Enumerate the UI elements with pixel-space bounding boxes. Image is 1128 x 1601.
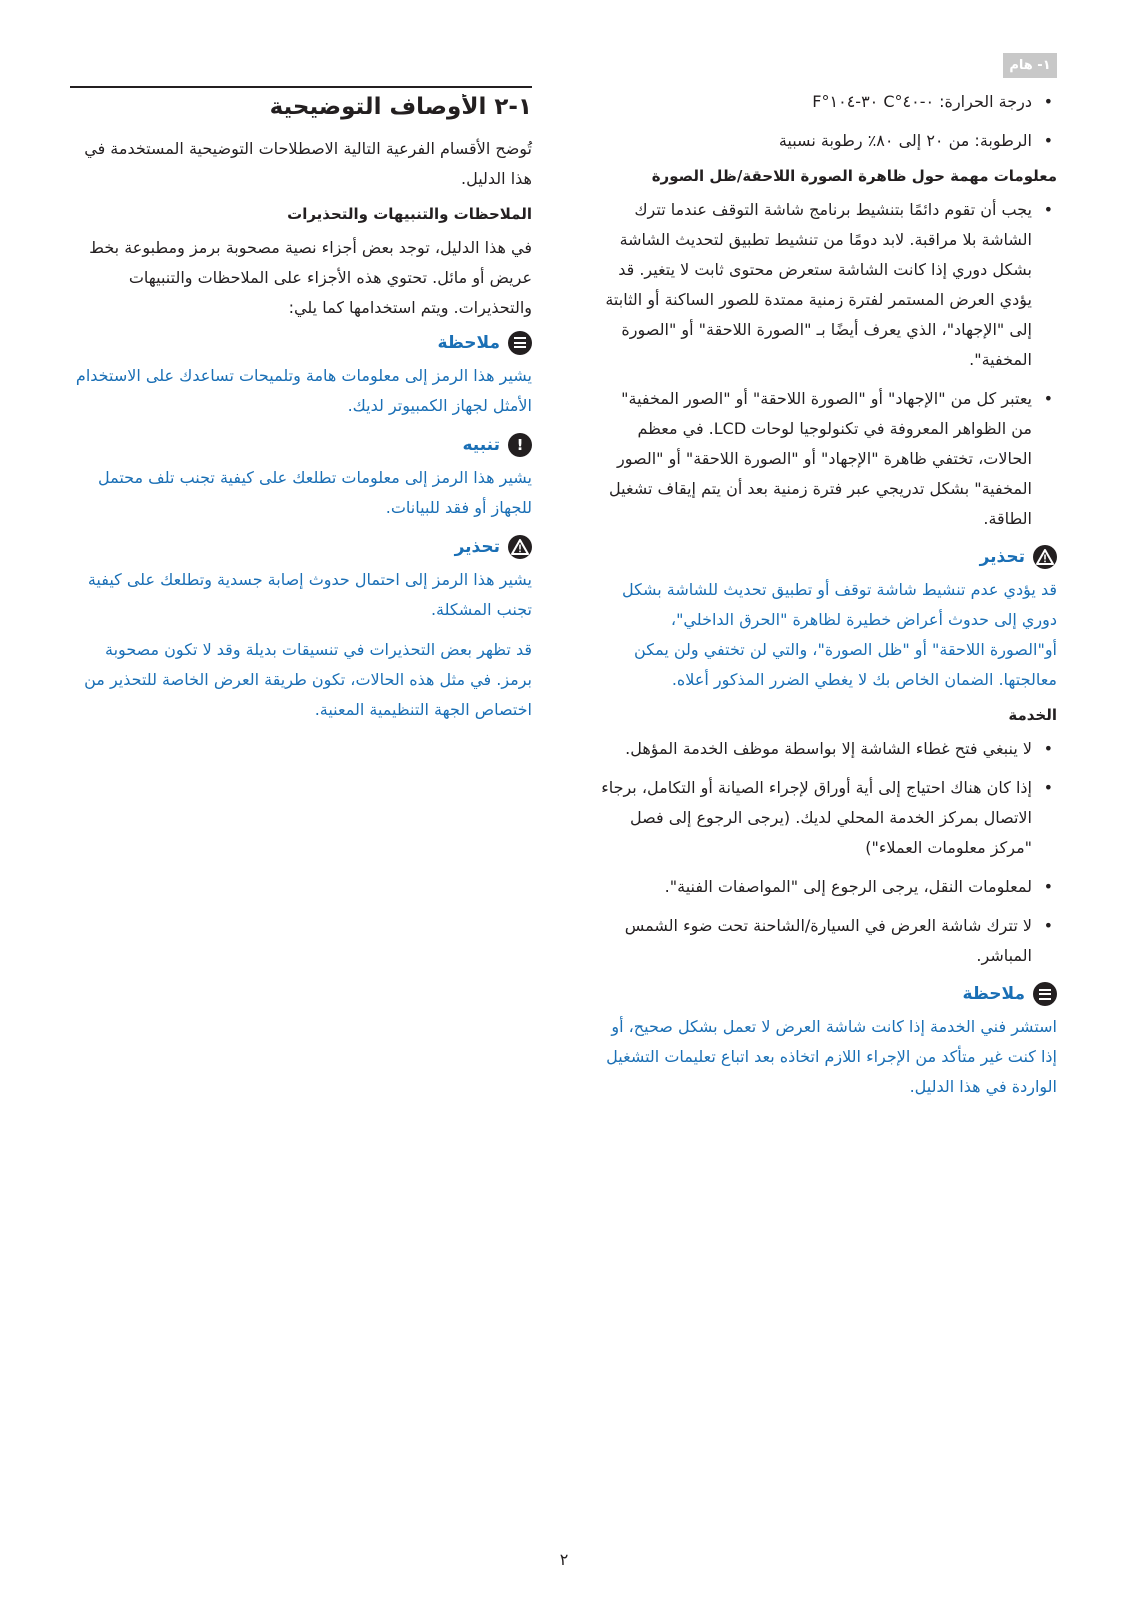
service-heading: الخدمة xyxy=(1008,706,1057,724)
right-column xyxy=(600,87,1057,1112)
warning-icon xyxy=(1033,545,1057,569)
caution-icon: ! xyxy=(508,433,532,457)
burn-in-heading: معلومات مهمة حول ظاهرة الصورة اللاحقة/ظل الصورة xyxy=(651,167,1057,185)
body-paragraph: في هذا الدليل، توجد بعض أجزاء نصية مصحوبة برمز ومطبوعة بخط عريض أو مائل. تحتوي هذه الأجزاء على الملاحظات والتنبيهات والتحذيرات. ويتم استخدامها كما يلي: xyxy=(89,237,532,317)
note-header xyxy=(70,329,532,357)
subheading: الملاحظات والتنبيهات والتحذيرات xyxy=(287,204,532,223)
warning-title: تحذير xyxy=(454,536,500,557)
section-title: ١-٢ الأوصاف التوضيحية xyxy=(269,94,532,120)
list-item: • يجب أن تقوم دائمًا بتنشيط برنامج شاشة التوقف عندما تترك الشاشة بلا مراقبة. لابد دومًا من تنشيط تطبيق لتحديث الشاشة بشكل دوري إذا كانت الشاشة ستعرض محتوى ثابت لا يتغير. قد يؤدي العرض المستمر لفترة زمنية ممتدة للصور الساكنة أو الثابتة إلى "الإجهاد"، الذي يعرف أيضًا بـ "الصورة اللاحقة" أو "الصورة المخفية". xyxy=(600,195,1057,375)
intro-paragraph: تُوضح الأقسام الفرعية التالية الاصطلاحات التوضيحية المستخدمة في هذا الدليل. xyxy=(84,138,532,188)
left-column xyxy=(70,86,532,735)
section-tab: ١- هام xyxy=(1003,53,1057,78)
warning-icon xyxy=(508,535,532,559)
note-text: يشير هذا الرمز إلى معلومات هامة وتلميحات تساعدك على الاستخدام الأمثل لجهاز الكمبيوتر لديك. xyxy=(75,365,532,415)
caution-text: يشير هذا الرمز إلى معلومات تطلعك على كيفية تجنب تلف محتمل للجهاز أو فقد للبيانات. xyxy=(97,467,532,517)
note-title: ملاحظة xyxy=(437,332,500,353)
list-item: • الرطوبة: من ٢٠ إلى ٨٠٪ رطوبة نسبية xyxy=(600,126,1057,156)
warning-text: قد يؤدي عدم تنشيط شاشة توقف أو تطبيق تحديث للشاشة بشكل دوري إلى حدوث أعراض خطيرة لظاهرة "الحرق الداخلي"، أو"الصورة اللاحقة" أو "ظل الصورة"، والتي لن تختفي ولن يمكن معالجتها. الضمان الخاص بك لا يغطي الضرر المذكور أعلاه. xyxy=(622,580,1057,689)
warning-extra-text: قد تظهر بعض التحذيرات في تنسيقات بديلة وقد لا تكون مصحوبة برمز. في مثل هذه الحالات، تكون طريقة العرض الخاصة للتحذير من اختصاص الجهة التنظيمية المعنية. xyxy=(84,639,532,719)
warning-title: تحذير xyxy=(979,547,1025,567)
caution-title: تنبيه xyxy=(462,434,500,455)
note-title: ملاحظة xyxy=(962,984,1025,1004)
note-text: استشر فني الخدمة إذا كانت شاشة العرض لا تعمل بشكل صحيح، أو إذا كنت غير متأكد من الإجراء اللازم اتخاذه بعد اتباع تعليمات التشغيل الواردة في هذا الدليل. xyxy=(606,1017,1057,1096)
caution-header xyxy=(70,431,532,459)
environment-list xyxy=(600,87,1057,156)
list-item: • يعتبر كل من "الإجهاد" أو "الصورة اللاحقة" أو "الصور المخفية" من الظواهر المعروفة في تكنولوجيا لوحات LCD. في معظم الحالات، تختفي ظاهرة "الإجهاد" أو "الصورة اللاحقة" أو "الصور المخفية" بشكل تدريجي عبر فترة زمنية بعد أن يتم إيقاف تشغيل الطاقة. xyxy=(600,384,1057,534)
note-icon xyxy=(1033,982,1057,1006)
note-header xyxy=(600,980,1057,1008)
list-item: • لا تترك شاشة العرض في السيارة/الشاحنة تحت ضوء الشمس المباشر. xyxy=(600,911,1057,971)
burn-in-list xyxy=(600,195,1057,534)
service-list xyxy=(600,734,1057,971)
list-item: • درجة الحرارة: ٠-٤٠°C ٣٠-١٠٤°F xyxy=(600,87,1057,117)
note-icon xyxy=(508,331,532,355)
warning-header xyxy=(70,533,532,561)
page-number: ٢ xyxy=(559,1550,569,1569)
warning-text: يشير هذا الرمز إلى احتمال حدوث إصابة جسدية وتطلعك على كيفية تجنب المشكلة. xyxy=(87,569,532,619)
warning-header xyxy=(600,543,1057,571)
list-item: • لمعلومات النقل، يرجى الرجوع إلى "المواصفات الفنية". xyxy=(600,872,1057,902)
list-item: • إذا كان هناك احتياج إلى أية أوراق لإجراء الصيانة أو التكامل، برجاء الاتصال بمركز الخدمة المحلي لديك. (يرجى الرجوع إلى فصل "مركز معلومات العملاء") xyxy=(600,773,1057,863)
list-item: • لا ينبغي فتح غطاء الشاشة إلا بواسطة موظف الخدمة المؤهل. xyxy=(600,734,1057,764)
title-rule xyxy=(70,86,532,88)
